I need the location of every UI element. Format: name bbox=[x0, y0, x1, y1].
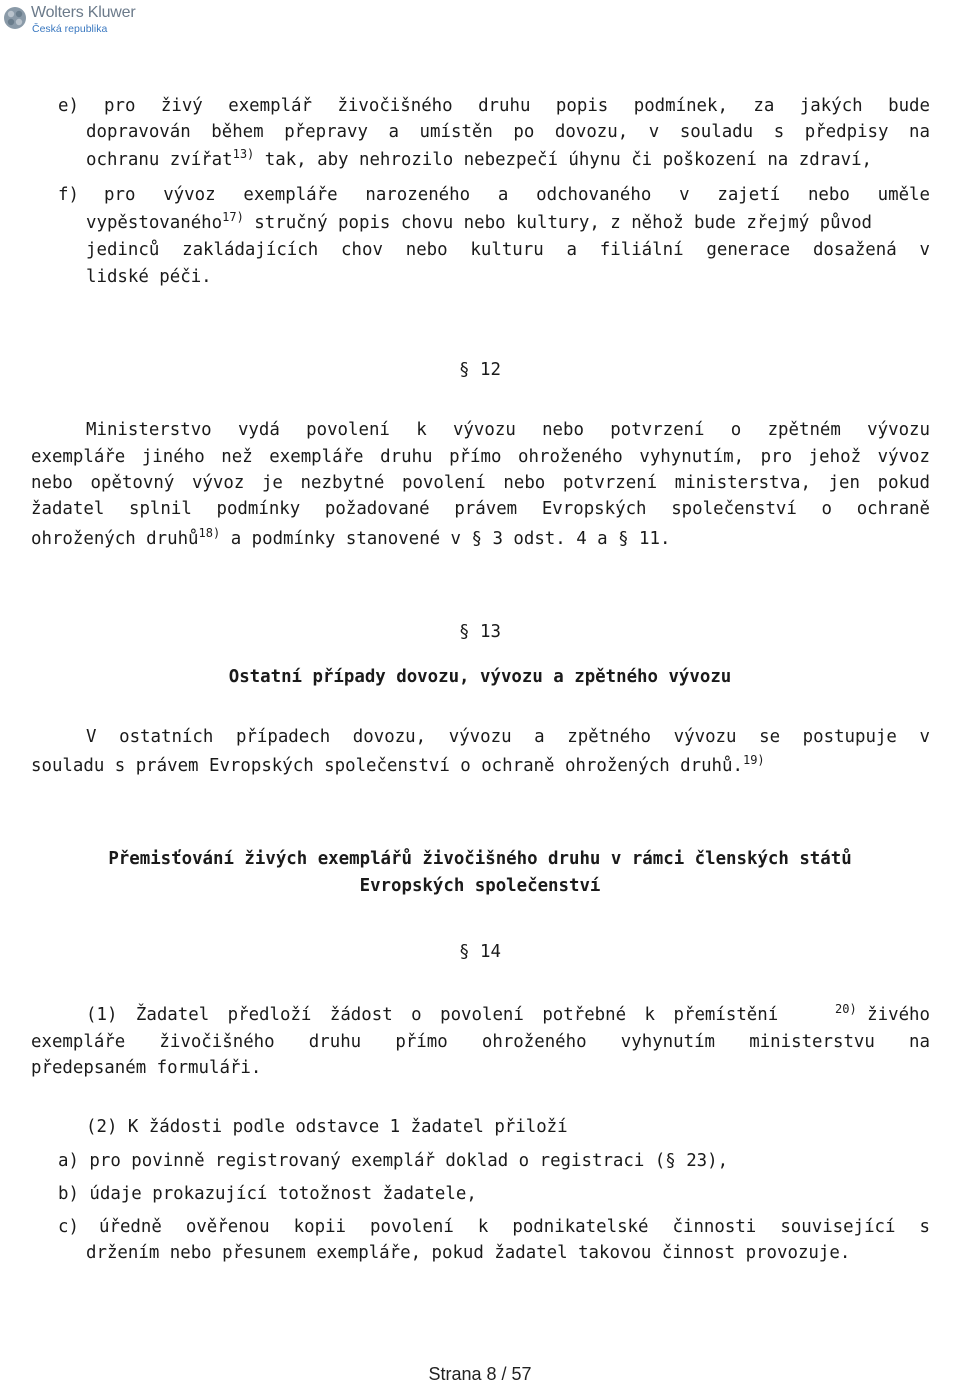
brand-subtitle: Česká republika bbox=[32, 23, 108, 35]
section-12-heading: § 12 bbox=[459, 360, 501, 380]
publisher-logo bbox=[3, 4, 143, 36]
s14-p1-line1: (1) Žadatel předloží žádost o povolení potřebné k přemístění $^{20)}$ živého bbox=[86, 1002, 930, 1025]
s13-line2: souladu s právem Evropských společenství o ochraně ohrožených druhů.$^{19)}$ bbox=[31, 753, 765, 776]
part-title-line1: Přemisťování živých exemplářů živočišného druhu v rámci členských států bbox=[108, 849, 852, 869]
footnote-ref: 19) bbox=[742, 753, 765, 767]
footnote-ref: 13) bbox=[232, 147, 255, 161]
item-f-line4: lidské péči. bbox=[86, 267, 212, 287]
item-f-marker: f) bbox=[58, 185, 79, 205]
s14-item-c-marker: c) bbox=[58, 1217, 79, 1237]
s14-p1-line2: exempláře živočišného druhu přímo ohroženého vyhynutím ministerstvu na bbox=[31, 1032, 930, 1052]
section-14-heading: § 14 bbox=[459, 942, 501, 962]
s14-item-a: a) pro povinně registrovaný exemplář doklad o registraci (§ 23), bbox=[58, 1151, 729, 1171]
item-e-line1: pro živý exemplář živočišného druhu popis podmínek, za jakých bude bbox=[104, 96, 930, 116]
item-e-line2: dopravován během přepravy a umístěn po dovozu, v souladu s předpisy na bbox=[86, 122, 930, 142]
s14-item-c-line2: držením nebo přesunem exempláře, pokud žadatel takovou činnost provozuje. bbox=[86, 1243, 851, 1263]
page-number: Strana 8 / 57 bbox=[428, 1364, 532, 1384]
s12-line2: exempláře jiného než exempláře druhu přímo ohroženého vyhynutím, pro jehož vývoz bbox=[31, 447, 930, 467]
s12-line3: nebo opětovný vývoz je nezbytné povolení nebo potvrzení ministerstva, jen pokud bbox=[31, 473, 930, 493]
wolters-kluwer-icon bbox=[3, 6, 27, 30]
item-f-line3: jedinců zakládajících chov nebo kulturu a filiální generace dosažená v bbox=[86, 240, 930, 260]
item-e-marker: e) bbox=[58, 96, 79, 116]
footnote-ref: 18) bbox=[198, 526, 221, 540]
footnote-ref: 20) bbox=[835, 1002, 857, 1016]
brand-name: Wolters Kluwer bbox=[31, 4, 136, 21]
s12-line4: žadatel splnil podmínky požadované právem Evropských společenství o ochraně bbox=[31, 499, 930, 519]
s14-item-c-line1: úředně ověřenou kopii povolení k podnikatelské činnosti související s bbox=[99, 1217, 930, 1237]
s14-p2-line1: (2) K žádosti podle odstavce 1 žadatel přiloží bbox=[86, 1117, 568, 1137]
s14-item-b: b) údaje prokazující totožnost žadatele, bbox=[58, 1184, 477, 1204]
footnote-ref: 17) bbox=[222, 210, 244, 224]
section-13-heading: § 13 bbox=[459, 622, 501, 642]
s12-line1: Ministerstvo vydá povolení k vývozu nebo potvrzení o zpětném vývozu bbox=[86, 420, 930, 440]
s14-p1-line3: předepsaném formuláři. bbox=[31, 1058, 262, 1078]
s13-line1: V ostatních případech dovozu, vývozu a zpětného vývozu se postupuje v bbox=[86, 727, 930, 747]
section-13-title: Ostatní případy dovozu, vývozu a zpětného vývozu bbox=[228, 667, 732, 687]
item-e-line3: ochranu zvířat$^{13)}$ tak, aby nehrozilo nebezpečí úhynu či poškození na zdraví, bbox=[86, 147, 873, 170]
part-title-line2: Evropských společenství bbox=[359, 876, 601, 896]
item-f-line2: vypěstovaného$^{17)}$ stručný popis chovu nebo kultury, z něhož bude zřejmý původ bbox=[86, 210, 873, 233]
s12-line5: ohrožených druhů$^{18)}$ a podmínky stanovené v § 3 odst. 4 a § 11. bbox=[31, 526, 671, 549]
item-f-line1: pro vývoz exempláře narozeného a odchovaného v zajetí nebo uměle bbox=[104, 185, 930, 205]
